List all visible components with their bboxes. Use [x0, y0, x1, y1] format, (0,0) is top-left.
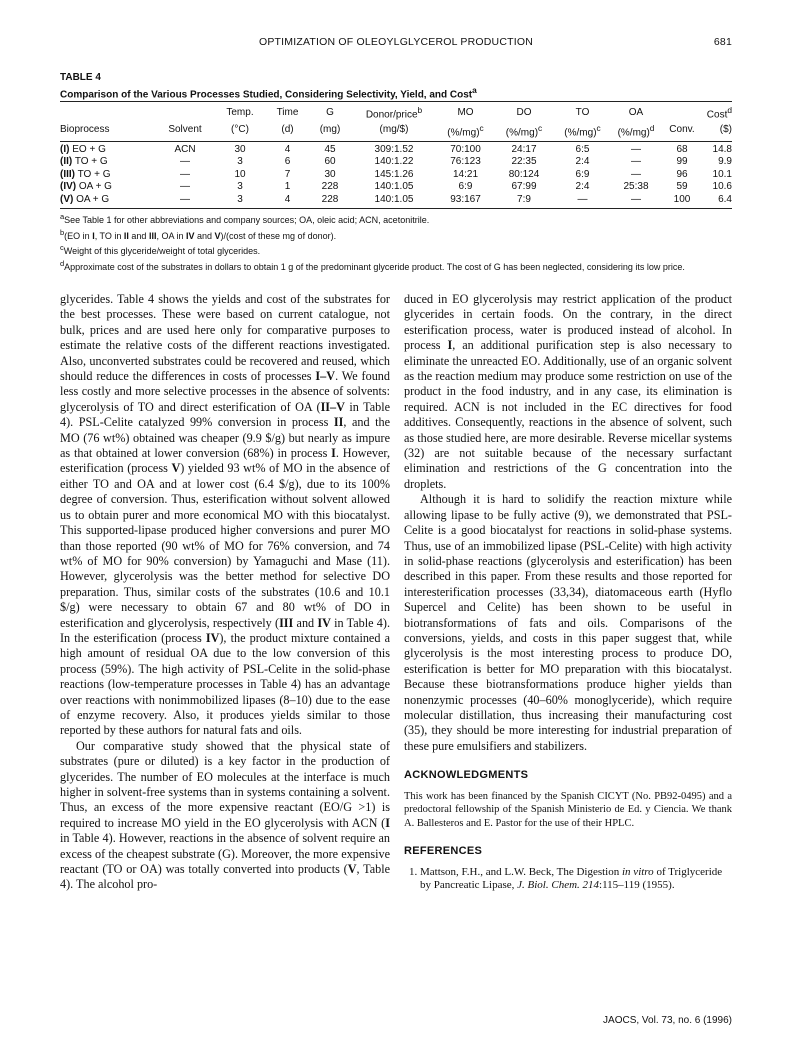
mo-cell: 93:167: [450, 193, 481, 205]
conv-cell: 59: [676, 181, 688, 193]
g-cell: 60: [324, 156, 336, 168]
time-cell: 1: [284, 181, 291, 193]
to-cell: 6:9: [575, 168, 590, 180]
table-footnote-d: $^d$Approximate cost of the substrates in dollars to obtain 1 g of the predominant glyceride product. The cost of G has been neglected, considering its low price.: [60, 258, 685, 272]
g-cell: 45: [324, 143, 336, 155]
col-header-temp: Temp.: [226, 106, 254, 118]
acknowledgments-heading: ACKNOWLEDGMENTS: [404, 769, 529, 782]
oa-cell: 25:38: [623, 181, 649, 193]
col-header-bioprocess: Bioprocess: [60, 124, 110, 136]
references-heading: REFERENCES: [404, 845, 483, 858]
col-header-do: DO: [516, 106, 532, 118]
oa-cell: —: [631, 143, 641, 155]
donor-cell: 140:1.22: [374, 156, 414, 168]
do-cell: 7:9: [517, 193, 531, 205]
donor-cell: 140:1.05: [374, 181, 414, 193]
table-footnote-c: $^c$Weight of this glyceride/weight of total glycerides.: [60, 243, 261, 257]
time-cell: 7: [284, 168, 291, 180]
left-column: [60, 292, 390, 893]
journal-footer: JAOCS, Vol. 73, no. 6 (1996): [603, 1015, 732, 1026]
cost-cell: 14.8: [712, 143, 732, 155]
cost-cell: 10.6: [712, 181, 732, 193]
table-row: [60, 194, 732, 209]
table-row: [60, 169, 732, 182]
solvent-cell: —: [180, 193, 190, 205]
oa-cell: —: [631, 193, 641, 205]
body-paragraph: duced in EO glycerolysis may restrict application of the product glycerides in certain foods. On the contrary, in the direct esterification process, water is produced instead of alcohol. In process I, an additional purification step is also necessary to eliminate the unreacted EO. Additionally, use of an organic solvent as the reaction medium may produce some restriction on use of the product in the food industry, and in any case, its elimination is required. ACN is not included in the EC directives for food additives. Consequently, reactions in the absence of solvent, such as those studied here, are more desirable. Reverse micellar systems (32) are not suitable because of the necessary surfactant elimination and restrictions of the G concentration into the droplets.: [404, 292, 732, 491]
solvent-cell: —: [180, 156, 190, 168]
solvent-cell: —: [180, 181, 190, 193]
g-cell: 228: [321, 193, 339, 205]
col-header-g: G: [326, 106, 334, 118]
col-header-time: Time: [276, 106, 299, 118]
table-body: [60, 142, 732, 209]
to-cell: 2:4: [575, 156, 590, 168]
bioprocess-cell: (III) TO + G: [60, 168, 111, 180]
cost-cell: 9.9: [718, 156, 732, 168]
table-header-row: [60, 102, 732, 121]
col-header-donor: Donor/price$^b$: [365, 105, 423, 121]
bioprocess-cell: (II) TO + G: [60, 156, 108, 168]
donor-cell: 140:1.05: [374, 193, 414, 205]
table-4: [60, 72, 732, 273]
col-header-conv: Conv.: [669, 124, 695, 136]
donor-cell: 309:1.52: [374, 143, 414, 155]
comparison-table: [60, 102, 732, 208]
mo-cell: 14:21: [452, 168, 479, 180]
acknowledgments-text: This work has been financed by the Spanish CICYT (No. PB92-0495) and a predoctoral fellowship of the Spanish Ministerio de Ed. y Ciencia. We thank A. Ballesteros and E. Pastor for the use of their HPLC.: [404, 790, 732, 829]
temp-cell: 30: [234, 143, 246, 155]
cost-cell: 10.1: [712, 168, 732, 180]
g-cell: 30: [324, 168, 336, 180]
table-row: [60, 156, 732, 169]
table-units-row: Bioprocess Solvent (°C) (d) (mg) (mg/$) $(\%/mg)^c$ $(\%/mg)^c$ $(\%/mg)^c$ $(\%/mg)^d$ Conv. ($): [60, 122, 732, 142]
donor-cell: 145:1.26: [374, 168, 414, 180]
temp-cell: 3: [237, 156, 243, 168]
to-cell: 6:5: [575, 143, 590, 155]
conv-cell: 100: [673, 193, 691, 205]
reference-item: 1. Mattson, F.H., and L.W. Beck, The Digestion in vitro of Triglyceride by Pancreatic Lipase, J. Biol. Chem. 214:115–119 (1955).: [409, 865, 723, 891]
running-title: OPTIMIZATION OF OLEOYLGLYCEROL PRODUCTION: [258, 36, 534, 48]
do-cell: 22:35: [511, 156, 537, 168]
col-header-to: TO: [575, 106, 590, 118]
solvent-cell: ACN: [174, 143, 196, 155]
conv-cell: 68: [676, 143, 688, 155]
oa-cell: —: [631, 156, 641, 168]
to-cell: —: [577, 193, 588, 205]
time-cell: 6: [284, 156, 291, 168]
table-label: TABLE 4: [60, 72, 101, 83]
temp-cell: 3: [237, 193, 243, 205]
bioprocess-cell: (V) OA + G: [60, 193, 110, 205]
mo-cell: 70:100: [450, 143, 481, 155]
time-cell: 4: [284, 143, 291, 155]
right-column: [404, 292, 732, 893]
table-row: [60, 181, 732, 194]
temp-cell: 10: [234, 168, 246, 180]
table-footnote-a: $^a$See Table 1 for other abbreviations and company sources; OA, oleic acid; ACN, acetonitrile.: [60, 212, 430, 226]
bioprocess-cell: (I) EO + G: [60, 143, 106, 155]
do-cell: 67:99: [511, 181, 537, 193]
table-caption: Comparison of the Various Processes Studied, Considering Selectivity, Yield, and Cost$^a$: [60, 85, 477, 101]
col-header-cost: Cost$^d$: [706, 105, 732, 121]
conv-cell: 96: [676, 168, 688, 180]
col-header-solvent: Solvent: [168, 124, 202, 136]
table-footnote-b: $^b$(EO in I, TO in II and III, OA in IV and V)/(cost of these mg of donor).: [60, 227, 337, 241]
temp-cell: 3: [237, 181, 243, 193]
do-cell: 80:124: [508, 168, 540, 180]
time-cell: 4: [284, 193, 291, 205]
body-paragraph: Our comparative study showed that the physical state of substrates (pure or diluted) is a key factor in the production of glycerides. The number of EO molecules at the interface is much higher in solvent-free systems than in systems containing a solvent. Thus, an excess of the more expensive reactant (EO/G >1) is required to increase MO yield in the EO glycerolysis with ACN (I in Table 4). However, reactions in the absence of solvent require an excess of the cheapest substrate (G). Moreover, the more expensive reactant (TO or OA) was totally converted into products (V, Table 4). The alcohol pro-: [60, 738, 391, 892]
oa-cell: —: [631, 168, 641, 180]
mo-cell: 76:123: [450, 156, 481, 168]
page-number: 681: [713, 36, 732, 48]
solvent-cell: —: [180, 168, 190, 180]
to-cell: 2:4: [575, 181, 590, 193]
col-header-oa: OA: [628, 106, 644, 118]
bioprocess-cell: (IV) OA + G: [60, 181, 112, 193]
conv-cell: 99: [676, 156, 688, 168]
body-paragraph: Although it is hard to solidify the reaction mixture while allowing lipase to be fully active (9), we demonstrated that PSL-Celite is a good biocatalyst for reactions in solid-phase systems. Thus, use of an immobilized lipase (PSL-Celite) with high activity in solid-phase reactions (glycerolysis and esterification) has been described in this paper. From these results and those reported for interesterification processes (33,34), diatomaceous earth (Hyflo Supercel and Celite) has been shown to be useful in biotransformations of fats and oils. Comparisons of the conversions, yields, and costs in this paper suggest that, while glycerolysis is the most interesting process to produce DO, esterification is better for MO preparation with this biocatalyst. Because these biotransformations produce higher yields than nonenzymic processes (40–60% monoglyceride), which require molecular distillation, thus increasing their manufacturing cost (35), they should be more interesting for industrial preparation of these pure emulsifiers and stabilizers.: [404, 492, 732, 753]
body-paragraph: glycerides. Table 4 shows the yields and cost of the substrates for the best processes. These were based on current catalogue, not bulk, prices and are used here only for comparative purposes to estimate the relative costs of the different reactions investigated. Also, unconverted substrates could be recovered and reused, which should reduce the differences in costs of processes I–V. We found less costly and more selective processes in the absence of solvents: glycerolysis of TO and direct esterification of OA (II–V in Table 4). PSL-Celite catalyzed 99% conversion in process II, and the MO (76 wt%) obtained was cheaper (9.9 $/g) but nearly as impure as that obtained at lower conversion (68%) in process I. However, esterification (process V) yielded 93 wt% of MO in the absence of either TO and OA and at lower cost (6.4 $/g), due to its 100% degree of conversion. Thus, esterification without solvent allowed us to obtain purer and more economical MO with this biocatalyst. This supported-lipase produced higher conversions and purer MO than those reported (90 wt% of MO for 76% conversion, and 74 wt% of MO for 90% conversion) by Yamaguchi and Mase (11). However, glycerolysis was the better method for selective DO preparation. Thus, similar costs of the substrates (10.6 and 10.1 $/g) were necessary to obtain 67 and 80 wt% of DO in esterification and glycerolysis, respectively (III and IV in Table 4). In the esterification (process IV), the product mixture contained a high amount of residual OA due to the low conversion of this process (59%). The high activity of PSL-Celite in the solid-phase reactions (low-temperature processes in Table 4) has an advantage over reactions with nonimmobilized lipases (8–10) due to the ease of enzyme recovery. Also, it produces yields similar to those reported by these authors for natural fats and oils.: [60, 292, 391, 738]
g-cell: 228: [321, 181, 339, 193]
cost-cell: 6.4: [718, 193, 732, 205]
table-bottom-rule: [60, 208, 732, 209]
table-row: [60, 142, 732, 157]
mo-cell: 6:9: [458, 181, 473, 193]
col-header-mo: MO: [457, 106, 474, 118]
do-cell: 24:17: [511, 143, 537, 155]
